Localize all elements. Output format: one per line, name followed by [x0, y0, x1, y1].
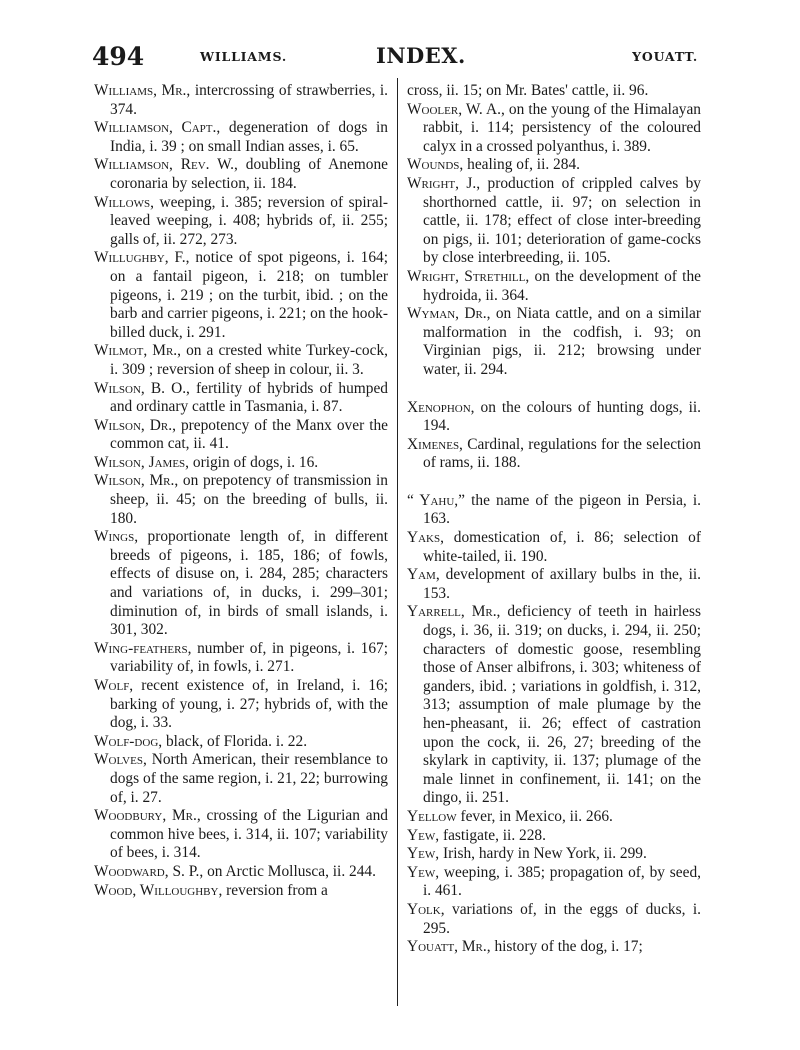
- entry-text: weeping, i. 385; propagation of, by seed, i. 461.: [423, 863, 701, 900]
- entry-text: on the colours of hunting dogs, ii. 194.: [423, 398, 701, 435]
- entry-text: intercrossing of strawberries, i. 374.: [110, 82, 389, 118]
- entry-heading: Wilmot, Mr.,: [94, 342, 181, 360]
- index-entry: [94, 342, 388, 379]
- entry-heading: Wood, Willoughby,: [94, 881, 223, 899]
- entry-heading: Yaks,: [407, 529, 444, 547]
- entry-heading: Wing-feathers,: [94, 639, 192, 657]
- index-entry: [407, 938, 701, 957]
- index-entry: [94, 82, 388, 119]
- entry-text: the name of the pigeon in Persia, i. 163.: [423, 491, 701, 528]
- entry-text: domestication of, i. 86; selection of white-tailed, ii. 190.: [423, 529, 701, 565]
- entry-text: cross, ii. 15; on Mr. Bates' cattle, ii. 96.: [407, 82, 649, 99]
- index-entry: [407, 845, 701, 864]
- entry-text: on the development of the hydroida, ii. 364.: [423, 267, 701, 304]
- index-entry: [407, 808, 701, 827]
- entry-heading: Wilson, Dr.,: [94, 416, 176, 434]
- entry-heading: Woodbury, Mr.,: [94, 807, 201, 825]
- index-entry: [407, 268, 701, 305]
- index-entry: [407, 492, 701, 529]
- entry-text: reversion from a: [226, 881, 328, 899]
- entry-heading: Xenophon,: [407, 398, 475, 416]
- index-entry: [407, 156, 701, 175]
- entry-text: black, of Florida. i. 22.: [165, 732, 308, 750]
- right-index-column: [407, 82, 701, 957]
- entry-heading: Wounds,: [407, 156, 464, 174]
- entry-heading: Wilson, James,: [94, 453, 190, 471]
- entry-heading: Wolf-dog,: [94, 732, 163, 750]
- entry-heading: “ Yahu,”: [407, 491, 465, 509]
- entry-heading: Wyman, Dr.,: [407, 305, 491, 323]
- entry-text: on the young of the Himalayan rabbit, i. 114; persistency of the coloured calyx in a crossed polyanthus, i. 389.: [423, 100, 701, 155]
- index-entry: [407, 305, 701, 379]
- index-entry: [94, 454, 388, 473]
- index-entry: [94, 156, 388, 193]
- entry-text: fertility of hybrids of humped and ordinary cattle in Tasmania, i. 87.: [110, 379, 388, 416]
- entry-heading: Williamson, Rev. W.,: [94, 156, 238, 174]
- index-entry: [94, 380, 388, 417]
- entry-heading: Williams, Mr.,: [94, 82, 191, 99]
- entry-text: proportionate length of, in different breeds of pigeons, i. 185, 186; of fowls, effects of disuse on, i. 284, 285; characters and variations of, in ducks, i. 299–301; diminution of, in birds of small islands, i. 301, 302.: [110, 528, 388, 639]
- running-head-left: WILLIAMS.: [200, 49, 287, 64]
- index-entry: [94, 472, 388, 528]
- entry-text: Irish, hardy in New York, ii. 299.: [442, 845, 647, 863]
- entry-heading: Yolk,: [407, 900, 445, 918]
- entry-text: number of, in pigeons, i. 167; variability of, in fowls, i. 271.: [110, 639, 388, 676]
- entry-text: history of the dog, i. 17;: [494, 938, 643, 956]
- index-entry: [407, 864, 701, 901]
- entry-text: on a crested white Turkey-cock, i. 309 ; reversion of sheep in colour, ii. 3.: [110, 342, 388, 378]
- page-number: 494: [92, 42, 145, 71]
- entry-heading: Wright, J.,: [407, 174, 481, 192]
- entry-text: Cardinal, regulations for the selection of rams, ii. 188.: [423, 435, 701, 472]
- entry-text: fastigate, ii. 228.: [442, 826, 546, 844]
- entry-heading: Youatt, Mr.,: [407, 938, 491, 956]
- page-header: [92, 42, 712, 72]
- index-entry: [94, 194, 388, 250]
- index-entry: [407, 603, 701, 808]
- entry-heading: Wolf,: [94, 677, 134, 694]
- index-entry: [94, 677, 388, 733]
- entry-heading: Wilson, B. O.,: [94, 379, 190, 397]
- entry-heading: Yew,: [407, 863, 440, 881]
- index-entry: [94, 751, 388, 807]
- entry-heading: Williamson, Capt.,: [94, 119, 221, 137]
- entry-text: origin of dogs, i. 16.: [192, 453, 319, 471]
- index-entry: [94, 119, 388, 156]
- entry-heading: Yellow: [407, 807, 457, 825]
- entry-heading: Ximenes,: [407, 435, 463, 453]
- entry-text: variations of, in the eggs of ducks, i. 295.: [423, 900, 701, 937]
- index-entry: [407, 827, 701, 846]
- entry-text: fever, in Mexico, ii. 266.: [460, 807, 613, 825]
- index-entry: [407, 529, 701, 566]
- index-entry: [94, 249, 388, 342]
- index-entry: [94, 863, 388, 882]
- index-entry: [407, 175, 701, 268]
- index-entry: [94, 807, 388, 863]
- index-entry: [407, 101, 701, 157]
- entry-text: doubling of Anemone coronaria by selection, ii. 184.: [110, 156, 388, 192]
- index-entry: [407, 436, 701, 473]
- entry-heading: Yew,: [407, 845, 440, 863]
- entry-text: recent existence of, in Ireland, i. 16; barking of young, i. 27; hybrids of, with the dog, i. 33.: [110, 677, 388, 732]
- index-entry: [94, 733, 388, 752]
- entry-text: development of axillary bulbs in the, ii. 153.: [423, 566, 701, 602]
- entry-text: notice of spot pigeons, i. 164; on a fantail pigeon, i. 218; on tumbler pigeons, i. 219 ; on the turbit, ibid. ; on the barb and carrier pigeons, i. 221; on the hook-billed duck, i. 291.: [110, 249, 388, 341]
- entry-text: deficiency of teeth in hairless dogs, i. 36, ii. 319; on ducks, i. 294, ii. 250; characters of domestic goose, resembling those of Anser albifrons, i. 303; whiteness of ganders, ibid. ; variations in goldfish, i. 312, 313; assumption of male plumage by the hen-pheasant, ii. 26; effect of castration upon the cock, ii. 26, 27; breeding of the skylark in captivity, ii. 137; plumage of the male linnet in confinement, ii. 141; on the dingo, ii. 251.: [423, 603, 701, 807]
- entry-text: on prepotency of transmission in sheep, ii. 45; on the breeding of bulls, ii. 180.: [110, 472, 388, 527]
- entry-text: prepotency of the Manx over the common cat, ii. 41.: [110, 416, 388, 453]
- entry-text: on Arctic Mollusca, ii. 244.: [207, 862, 376, 880]
- index-entry: [94, 528, 388, 640]
- entry-text: healing of, ii. 284.: [467, 156, 580, 174]
- index-entry: [407, 399, 701, 436]
- page-title: INDEX.: [376, 43, 466, 68]
- index-entry: [94, 640, 388, 677]
- left-index-column: [94, 82, 388, 900]
- entry-heading: Wolves,: [94, 751, 147, 769]
- entry-heading: Yew,: [407, 826, 440, 844]
- entry-text: degeneration of dogs in India, i. 39 ; on small Indian asses, i. 65.: [110, 119, 388, 155]
- entry-text: North American, their resemblance to dogs of the same region, i. 21, 22; burrowing of, i. 27.: [110, 751, 388, 806]
- entry-heading: Willughby, F.,: [94, 249, 190, 267]
- index-entry: [407, 901, 701, 938]
- running-head-right: YOUATT.: [632, 49, 698, 64]
- entry-heading: Yarrell, Mr.,: [407, 603, 501, 621]
- entry-heading: Willows,: [94, 193, 154, 211]
- entry-heading: Wings,: [94, 528, 139, 546]
- entry-text: weeping, i. 385; reversion of spiral-leaved weeping, i. 408; hybrids of, ii. 255; galls of, ii. 272, 273.: [110, 193, 388, 248]
- index-entry: [407, 82, 701, 101]
- entry-text: crossing of the Ligurian and common hive bees, i. 314, ii. 107; variability of bees, i. 314.: [110, 807, 388, 862]
- index-entry: [94, 417, 388, 454]
- entry-heading: Wright, Strethill,: [407, 267, 530, 285]
- entry-text: production of crippled calves by shorthorned cattle, ii. 97; on selection in cattle, ii. 178; effect of close inter-breeding on pigs, ii. 101; deterioration of game-cocks by close interbreeding, ii. 105.: [423, 174, 701, 267]
- entry-heading: Wilson, Mr.,: [94, 472, 179, 490]
- column-divider: [397, 78, 398, 1006]
- entry-heading: Yam,: [407, 566, 440, 584]
- entry-heading: Woodward, S. P.,: [94, 862, 204, 880]
- index-entry: [407, 566, 701, 603]
- entry-heading: Wooler, W. A.,: [407, 100, 505, 118]
- index-entry: [94, 882, 388, 901]
- entry-text: on Niata cattle, and on a similar malformation in the codfish, i. 93; on Virginian pigs, ii. 212; browsing under water, ii. 294.: [423, 305, 701, 378]
